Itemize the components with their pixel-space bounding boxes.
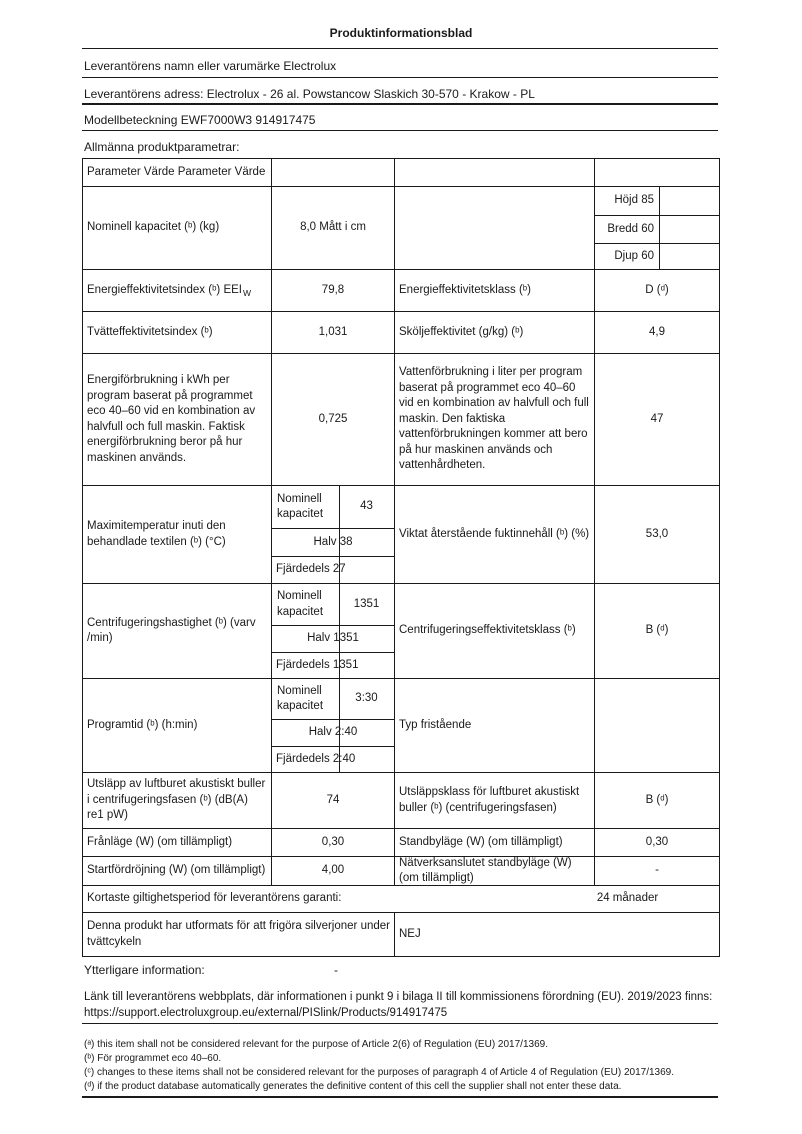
empty-cell — [271, 159, 394, 186]
moisture-value: 53,0 — [594, 486, 719, 583]
spin-speed-label: Centrifugeringshastighet (ᵇ) (varv /min) — [87, 616, 256, 644]
divider — [82, 48, 718, 49]
supplier-link-intro: Länk till leverantörens webbplats, där informationen i punkt 9 i bilaga II till kommissionens förordning (EU). 2019/2023 finns: — [84, 991, 713, 1003]
noise-value: 74 — [271, 773, 394, 828]
quarter-load-row: Fjärdedels 1351 — [272, 652, 394, 678]
warranty-label: Kortaste giltighetsperiod för leverantörens garanti: — [87, 892, 342, 905]
supplier-link-url[interactable]: https://support.electroluxgroup.eu/external/PISlink/Products/914917475 — [84, 1007, 448, 1019]
empty-cell — [594, 679, 719, 772]
rated-capacity-row — [272, 486, 394, 528]
rinse-label: Sköljeffektivitet (g/kg) (ᵇ) — [394, 312, 594, 353]
rated-capacity-label: Nominell kapacitet — [277, 590, 324, 618]
network-standby-value: - — [594, 857, 719, 885]
table-row — [83, 485, 719, 583]
standby-value: 0,30 — [594, 829, 719, 856]
capacity-value: 8,0 Mått i cm — [271, 187, 394, 269]
supplier-address-row: Leverantörens adress: Electrolux - 26 al. Powstancow Slaskich 30-570 - Krakow - PL — [84, 87, 535, 101]
footnote-b: (ᵇ) För programmet eco 40–60. — [84, 1053, 222, 1064]
type-label: Typ fristående — [394, 679, 594, 772]
off-mode-value: 0,30 — [271, 829, 394, 856]
dimension-row — [595, 243, 719, 269]
wash-index-value: 1,031 — [271, 312, 394, 353]
delay-start-value: 4,00 — [271, 857, 394, 885]
table-row — [83, 828, 719, 856]
wash-index-label: Tvätteffektivitetsindex (ᵇ) — [87, 325, 213, 338]
dimension-row — [595, 215, 719, 243]
duration-label: Programtid (ᵇ) (h:min) — [87, 718, 198, 731]
spin-speed-values-cell — [271, 584, 394, 678]
max-temp-values-cell — [271, 486, 394, 583]
dimension-height: Höjd 85 — [614, 194, 654, 207]
empty-cell — [394, 187, 594, 269]
table-header-cell: Parameter Värde Parameter Värde — [87, 165, 266, 178]
dimension-width: Bredd 60 — [607, 222, 654, 235]
general-parameters-heading: Allmänna produktparametrar: — [84, 140, 240, 154]
silver-ions-label: Denna produkt har utformats för att frigöra silverjoner under tvättcykeln — [87, 920, 390, 948]
supplier-name-row: Leverantörens namn eller varumärke Electrolux — [84, 59, 337, 73]
capacity-label: Nominell kapacitet (ᵇ) (kg) — [87, 221, 220, 234]
eei-subscript: W — [242, 287, 252, 298]
rated-capacity-row — [272, 584, 394, 625]
rated-capacity-value: 1351 — [353, 597, 380, 610]
dimensions-cell — [594, 187, 719, 269]
energy-consumption-value: 0,725 — [271, 354, 394, 485]
quarter-load-row: Fjärdedels 2:40 — [272, 746, 394, 772]
max-temp-label: Maximitemperatur inuti den behandlade textilen (ᵇ) (°C) — [87, 520, 226, 548]
table-row — [83, 269, 719, 311]
dimension-row — [595, 187, 719, 215]
empty-cell — [394, 159, 594, 186]
table-row — [83, 772, 719, 828]
water-consumption-value: 47 — [594, 354, 719, 485]
footnote-d: (ᵈ) if the product database automatically generates the definitive content of this cell the supplier shall not enter these data. — [84, 1081, 622, 1092]
page-title: Produktinformationsblad — [329, 26, 473, 40]
table-row — [83, 885, 719, 912]
energy-consumption-label: Energiförbrukning i kWh per program baserat på programmet eco 40–60 vid en kombination av halvfull och full maskin. Faktisk energiförbrukning beror på hur maskinen används. — [87, 374, 256, 464]
additional-info-value: - — [334, 963, 338, 977]
eei-value: 79,8 — [271, 270, 394, 311]
divider — [82, 77, 718, 78]
table-row — [83, 912, 719, 956]
energy-class-value: D (ᵈ) — [594, 270, 719, 311]
table-row — [83, 311, 719, 353]
delay-start-label: Startfördröjning (W) (om tillämpligt) — [87, 864, 266, 877]
eei-label — [83, 270, 271, 311]
table-row — [83, 583, 719, 678]
noise-class-value: B (ᵈ) — [594, 773, 719, 828]
half-load-row: Halv 38 — [272, 528, 394, 556]
standby-label: Standbyläge (W) (om tillämpligt) — [394, 829, 594, 856]
table-row — [83, 186, 719, 269]
spin-class-value: B (ᵈ) — [594, 584, 719, 678]
bottom-divider — [82, 1096, 718, 1098]
noise-label: Utsläpp av luftburet akustiskt buller i centrifugeringsfasen (ᵇ) (dB(A) re1 pW) — [87, 778, 266, 822]
silver-ions-value: NEJ — [394, 913, 719, 956]
rated-capacity-label: Nominell kapacitet — [277, 684, 324, 712]
divider — [82, 130, 718, 131]
network-standby-label: Nätverksanslutet standbyläge (W) (om tillämpligt) — [394, 857, 594, 885]
energy-class-label: Energieffektivitetsklass (ᵇ) — [394, 270, 594, 311]
footnote-a: (ᵃ) this item shall not be considered relevant for the purpose of Article 2(6) of Regulation (EU) 2017/1369. — [84, 1039, 548, 1050]
eei-label-text: Energieffektivitetsindex (ᵇ) EEI — [87, 283, 242, 296]
divider — [82, 1023, 718, 1024]
water-consumption-label: Vattenförbrukning i liter per program baserat på programmet eco 40–60 vid en kombination av halvfull och full maskin. Den faktiska vattenförbrukningen kommer att bero på hur maskinen används och vattenhårdheten. — [394, 354, 594, 485]
spin-class-label: Centrifugeringseffektivitetsklass (ᵇ) — [394, 584, 594, 678]
table-row — [83, 353, 719, 485]
model-row: Modellbeteckning EWF7000W3 914917475 — [84, 113, 316, 127]
warranty-value: 24 månader — [596, 892, 659, 905]
table-row — [83, 856, 719, 885]
additional-info-label: Ytterligare information: — [84, 963, 205, 977]
dimension-depth: Djup 60 — [614, 249, 654, 262]
table-row — [83, 159, 719, 186]
quarter-load-row: Fjärdedels 27 — [272, 556, 394, 583]
rated-capacity-row — [272, 679, 394, 719]
rated-capacity-value: 43 — [360, 500, 373, 513]
empty-cell — [594, 159, 719, 186]
rinse-value: 4,9 — [594, 312, 719, 353]
table-row — [83, 678, 719, 772]
moisture-label: Viktat återstående fuktinnehåll (ᵇ) (%) — [394, 486, 594, 583]
rated-capacity-label: Nominell kapacitet — [277, 492, 324, 520]
rated-capacity-value: 3:30 — [355, 692, 378, 705]
footnote-c: (ᶜ) changes to these items shall not be considered relevant for the purposes of paragraph 4 of Article 4 of Regulation (EU) 2017/1369. — [84, 1067, 674, 1078]
half-load-row: Halv 2:40 — [272, 719, 394, 746]
off-mode-label: Frånläge (W) (om tillämpligt) — [87, 835, 233, 848]
divider — [82, 103, 718, 105]
duration-values-cell — [271, 679, 394, 772]
half-load-row: Halv 1351 — [272, 625, 394, 652]
parameters-table — [82, 158, 720, 957]
noise-class-label: Utsläppsklass för luftburet akustiskt buller (ᵇ) (centrifugeringsfasen) — [394, 773, 594, 828]
